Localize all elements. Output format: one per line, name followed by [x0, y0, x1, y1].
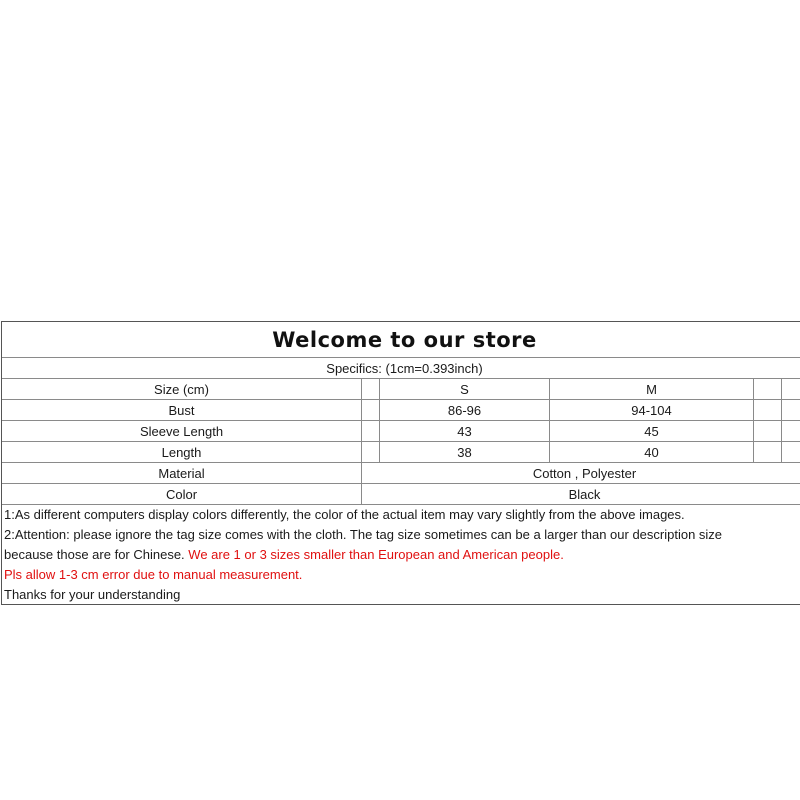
row-label: Length [161, 444, 202, 460]
material-value: Cotton , Polyester [532, 465, 637, 481]
column-divider [753, 379, 754, 463]
note-smaller-sizes-warning: We are 1 or 3 sizes smaller than European and American people. [188, 547, 564, 562]
row-label: Bust [168, 402, 195, 418]
column-divider [379, 379, 380, 463]
material-row [2, 463, 800, 483]
size-s-value: 43 [457, 423, 472, 439]
table-row [2, 421, 800, 441]
color-row [2, 484, 800, 504]
note-chinese-sizes: because those are for Chinese. [4, 547, 189, 562]
specifics-label: Specifics: (1cm=0.393inch) [326, 360, 483, 376]
table-row [2, 400, 800, 420]
color-value: Black [568, 486, 601, 502]
note-thanks: Thanks for your understanding [4, 587, 181, 602]
specifics-row [2, 358, 800, 378]
note-tag-size: 2:Attention: please ignore the tag size comes with the cloth. The tag size sometimes can be a larger than our description size [4, 527, 723, 542]
size-s-value: 38 [457, 444, 472, 460]
column-divider [549, 379, 550, 463]
color-label: Color [165, 486, 198, 502]
size-column-header: Size (cm) [154, 381, 209, 397]
title-row [2, 322, 800, 357]
note-color-variation: 1:As different computers display colors differently, the color of the actual item may vary slightly from the above images. [4, 507, 685, 522]
size-m-value: 94-104 [631, 402, 672, 418]
column-divider [781, 379, 782, 463]
size-chart-table [1, 321, 800, 605]
size-s-header: S [460, 381, 469, 397]
note-size-comparison [4, 545, 564, 565]
store-title: Welcome to our store [272, 327, 537, 352]
size-header-row [2, 379, 800, 399]
material-label: Material [158, 465, 205, 481]
size-s-value: 86-96 [447, 402, 482, 418]
table-row [2, 442, 800, 462]
column-divider [361, 379, 362, 505]
size-m-value: 45 [644, 423, 659, 439]
size-m-header: M [646, 381, 657, 397]
row-label: Sleeve Length [139, 423, 224, 439]
note-measurement-error: Pls allow 1-3 cm error due to manual measurement. [4, 567, 303, 582]
size-m-value: 40 [644, 444, 659, 460]
